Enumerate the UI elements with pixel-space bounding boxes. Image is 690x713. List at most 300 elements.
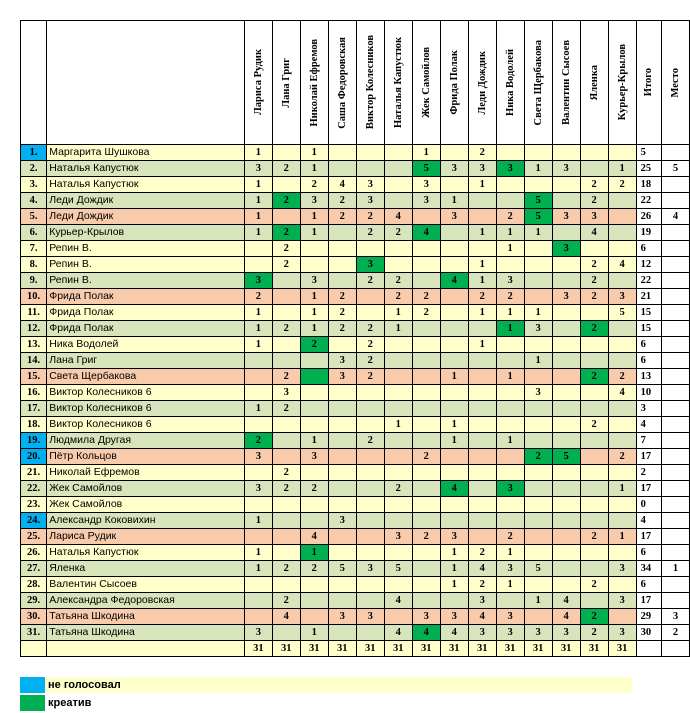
author-name: Виктор Колесников 6 — [47, 417, 245, 433]
vote-cell-creative: 2 — [300, 337, 328, 353]
vote-cell — [496, 449, 524, 465]
vote-cell — [580, 305, 608, 321]
vote-cell — [440, 321, 468, 337]
vote-cell: 1 — [496, 225, 524, 241]
row-number: 20. — [21, 449, 47, 465]
place-cell — [661, 385, 689, 401]
vote-cell — [328, 241, 356, 257]
column-header-label: Наталья Капустюк — [392, 37, 404, 128]
place-cell — [661, 481, 689, 497]
vote-cell: 3 — [300, 449, 328, 465]
vote-cell — [244, 385, 272, 401]
column-sum: 31 — [580, 641, 608, 657]
vote-cell — [440, 289, 468, 305]
vote-cell — [496, 385, 524, 401]
place-cell — [661, 193, 689, 209]
vote-cell — [356, 241, 384, 257]
vote-cell — [300, 385, 328, 401]
vote-cell-creative: 2 — [580, 609, 608, 625]
place-cell — [661, 241, 689, 257]
vote-cell — [524, 369, 552, 385]
vote-cell-creative: 3 — [552, 241, 580, 257]
vote-cell-creative: 4 — [440, 273, 468, 289]
vote-cell — [524, 289, 552, 305]
column-header — [244, 21, 272, 145]
place-cell — [661, 305, 689, 321]
vote-cell: 3 — [524, 321, 552, 337]
vote-cell-creative: 4 — [412, 625, 440, 641]
vote-cell: 2 — [412, 289, 440, 305]
vote-cell — [496, 465, 524, 481]
vote-cell: 2 — [580, 529, 608, 545]
legend-not-voted — [20, 676, 632, 694]
vote-cell: 1 — [496, 433, 524, 449]
vote-cell: 1 — [440, 193, 468, 209]
table-row — [21, 305, 690, 321]
author-name: Лана Григ — [47, 353, 245, 369]
total-cell: 2 — [636, 465, 661, 481]
vote-cell: 2 — [356, 337, 384, 353]
vote-cell: 2 — [580, 193, 608, 209]
place-cell — [661, 321, 689, 337]
vote-cell-creative: 3 — [244, 273, 272, 289]
vote-cell — [300, 465, 328, 481]
place-cell — [661, 177, 689, 193]
vote-cell — [608, 465, 636, 481]
column-sum: 31 — [524, 641, 552, 657]
vote-cell — [552, 545, 580, 561]
total-cell: 30 — [636, 625, 661, 641]
total-cell: 3 — [636, 401, 661, 417]
vote-cell — [272, 577, 300, 593]
vote-cell — [552, 497, 580, 513]
total-cell: 18 — [636, 177, 661, 193]
legend-creative-label: креатив — [48, 697, 92, 709]
vote-cell — [524, 241, 552, 257]
vote-cell — [412, 401, 440, 417]
vote-cell — [384, 465, 412, 481]
vote-cell: 1 — [496, 545, 524, 561]
vote-cell: 2 — [384, 481, 412, 497]
vote-cell — [552, 465, 580, 481]
vote-cell — [384, 177, 412, 193]
total-cell: 17 — [636, 529, 661, 545]
legend-strip — [45, 677, 632, 693]
vote-cell — [356, 385, 384, 401]
vote-cell — [300, 609, 328, 625]
column-header — [580, 21, 608, 145]
sum-empty-cell — [47, 641, 245, 657]
vote-cell: 1 — [300, 289, 328, 305]
vote-cell — [580, 497, 608, 513]
author-name: Света Щербакова — [47, 369, 245, 385]
vote-cell — [608, 353, 636, 369]
vote-cell: 3 — [552, 161, 580, 177]
vote-cell — [580, 353, 608, 369]
vote-cell: 1 — [300, 145, 328, 161]
vote-cell — [328, 497, 356, 513]
vote-cell — [328, 385, 356, 401]
sum-empty-cell — [661, 641, 689, 657]
row-number: 7. — [21, 241, 47, 257]
vote-cell — [552, 385, 580, 401]
vote-cell — [300, 577, 328, 593]
vote-cell — [440, 241, 468, 257]
vote-cell — [356, 289, 384, 305]
vote-cell: 4 — [468, 609, 496, 625]
vote-cell — [496, 417, 524, 433]
vote-cell — [356, 401, 384, 417]
vote-cell: 4 — [384, 593, 412, 609]
vote-cell — [552, 529, 580, 545]
vote-cell: 1 — [244, 513, 272, 529]
column-sum: 31 — [440, 641, 468, 657]
vote-cell — [608, 577, 636, 593]
vote-cell — [524, 337, 552, 353]
total-header — [636, 21, 661, 145]
vote-cell — [356, 305, 384, 321]
vote-cell: 5 — [524, 561, 552, 577]
vote-cell: 3 — [356, 193, 384, 209]
place-cell: 4 — [661, 209, 689, 225]
vote-cell — [552, 177, 580, 193]
total-cell: 13 — [636, 369, 661, 385]
vote-cell — [300, 257, 328, 273]
column-header-label: Валентин Сысоев — [560, 40, 572, 125]
vote-cell: 2 — [272, 401, 300, 417]
vote-cell — [608, 145, 636, 161]
column-sum: 31 — [496, 641, 524, 657]
vote-cell — [244, 577, 272, 593]
row-number: 27. — [21, 561, 47, 577]
vote-cell — [384, 193, 412, 209]
vote-cell: 1 — [244, 305, 272, 321]
vote-cell — [524, 529, 552, 545]
vote-cell — [356, 465, 384, 481]
total-cell: 6 — [636, 353, 661, 369]
total-header-label: Итого — [643, 68, 655, 97]
table-row — [21, 529, 690, 545]
total-cell: 5 — [636, 145, 661, 161]
table-row — [21, 257, 690, 273]
vote-cell: 1 — [524, 353, 552, 369]
table-row — [21, 481, 690, 497]
row-number: 10. — [21, 289, 47, 305]
header-name-cell — [47, 21, 245, 145]
vote-cell — [384, 401, 412, 417]
vote-cell — [440, 593, 468, 609]
column-header — [524, 21, 552, 145]
vote-cell — [328, 257, 356, 273]
row-number: 15. — [21, 369, 47, 385]
vote-cell — [384, 145, 412, 161]
author-name: Репин В. — [47, 273, 245, 289]
vote-cell: 2 — [580, 257, 608, 273]
vote-cell: 4 — [384, 625, 412, 641]
vote-cell — [580, 513, 608, 529]
vote-cell: 1 — [524, 593, 552, 609]
vote-cell: 2 — [412, 305, 440, 321]
place-cell — [661, 577, 689, 593]
vote-cell — [356, 625, 384, 641]
place-cell: 1 — [661, 561, 689, 577]
sum-empty-cell — [21, 641, 47, 657]
row-number: 8. — [21, 257, 47, 273]
author-name: Александра Федоровская — [47, 593, 245, 609]
column-header-label: Жек Самойлов — [420, 47, 432, 118]
author-name: Жек Самойлов — [47, 497, 245, 513]
vote-cell — [580, 481, 608, 497]
vote-cell: 1 — [440, 545, 468, 561]
vote-cell — [272, 273, 300, 289]
author-name: Яленка — [47, 561, 245, 577]
vote-cell-creative — [300, 369, 328, 385]
place-cell — [661, 337, 689, 353]
vote-cell: 3 — [356, 561, 384, 577]
vote-cell — [580, 401, 608, 417]
vote-cell: 3 — [412, 609, 440, 625]
vote-cell: 1 — [468, 337, 496, 353]
vote-cell — [356, 145, 384, 161]
vote-cell — [384, 433, 412, 449]
table-row — [21, 369, 690, 385]
vote-cell — [356, 417, 384, 433]
vote-cell — [608, 209, 636, 225]
vote-cell: 4 — [440, 625, 468, 641]
vote-cell: 2 — [580, 417, 608, 433]
vote-cell: 1 — [608, 481, 636, 497]
table-row — [21, 497, 690, 513]
place-header — [661, 21, 689, 145]
vote-cell — [328, 545, 356, 561]
vote-cell-creative: 2 — [524, 449, 552, 465]
column-header-label: Николай Ефремов — [308, 38, 320, 127]
vote-cell: 1 — [524, 305, 552, 321]
vote-cell: 2 — [356, 369, 384, 385]
vote-cell: 2 — [328, 193, 356, 209]
vote-cell: 1 — [608, 529, 636, 545]
row-number: 29. — [21, 593, 47, 609]
table-row — [21, 577, 690, 593]
table-row — [21, 337, 690, 353]
vote-cell — [412, 385, 440, 401]
vote-cell: 2 — [468, 289, 496, 305]
vote-cell: 2 — [608, 449, 636, 465]
author-name: Леди Дождик — [47, 209, 245, 225]
vote-cell — [328, 161, 356, 177]
vote-cell — [328, 433, 356, 449]
column-sum: 31 — [244, 641, 272, 657]
vote-cell — [328, 577, 356, 593]
row-number: 22. — [21, 481, 47, 497]
vote-cell: 3 — [524, 385, 552, 401]
vote-cell — [412, 209, 440, 225]
vote-cell — [272, 337, 300, 353]
total-cell: 29 — [636, 609, 661, 625]
vote-cell: 2 — [608, 369, 636, 385]
column-header-label: Саша Федоровская — [336, 36, 348, 129]
vote-cell: 2 — [272, 369, 300, 385]
vote-cell: 3 — [496, 273, 524, 289]
place-cell — [661, 465, 689, 481]
vote-cell-creative: 5 — [412, 161, 440, 177]
vote-cell — [272, 449, 300, 465]
vote-cell — [580, 561, 608, 577]
vote-cell-creative: 2 — [272, 225, 300, 241]
vote-cell — [608, 337, 636, 353]
vote-cell: 2 — [328, 305, 356, 321]
legend-creative — [20, 694, 632, 712]
vote-cell — [468, 529, 496, 545]
vote-cell — [412, 417, 440, 433]
place-cell: 3 — [661, 609, 689, 625]
vote-cell: 1 — [384, 417, 412, 433]
vote-cell: 2 — [580, 289, 608, 305]
vote-cell: 1 — [244, 209, 272, 225]
vote-cell: 4 — [552, 593, 580, 609]
vote-cell — [384, 545, 412, 561]
sum-empty-cell — [636, 641, 661, 657]
place-cell — [661, 417, 689, 433]
vote-cell — [272, 353, 300, 369]
table-row — [21, 145, 690, 161]
vote-cell: 2 — [300, 481, 328, 497]
author-name: Николай Ефремов — [47, 465, 245, 481]
vote-cell — [552, 353, 580, 369]
vote-cell: 3 — [580, 209, 608, 225]
vote-cell — [272, 177, 300, 193]
column-header-label: Света Щербакова — [532, 39, 544, 126]
author-name: Виктор Колесников 6 — [47, 385, 245, 401]
vote-cell: 3 — [552, 289, 580, 305]
vote-cell-creative: 2 — [244, 433, 272, 449]
vote-cell — [244, 465, 272, 481]
vote-cell — [272, 529, 300, 545]
vote-cell — [412, 369, 440, 385]
author-name: Валентин Сысоев — [47, 577, 245, 593]
column-header-label: Виктор Колесников — [364, 35, 376, 130]
vote-cell: 1 — [496, 577, 524, 593]
vote-cell: 1 — [244, 401, 272, 417]
vote-cell — [440, 465, 468, 481]
vote-cell — [524, 433, 552, 449]
vote-cell: 2 — [356, 273, 384, 289]
header-row — [21, 21, 690, 145]
vote-cell: 3 — [608, 593, 636, 609]
vote-cell — [384, 385, 412, 401]
column-sum: 31 — [412, 641, 440, 657]
total-cell: 10 — [636, 385, 661, 401]
vote-cell: 1 — [244, 337, 272, 353]
total-cell: 17 — [636, 593, 661, 609]
vote-cell: 1 — [244, 225, 272, 241]
vote-cell: 2 — [496, 289, 524, 305]
column-sum: 31 — [300, 641, 328, 657]
vote-cell: 2 — [496, 209, 524, 225]
vote-cell — [328, 529, 356, 545]
place-cell — [661, 401, 689, 417]
table-row — [21, 193, 690, 209]
vote-cell: 3 — [244, 161, 272, 177]
vote-cell — [552, 305, 580, 321]
vote-cell: 4 — [580, 225, 608, 241]
vote-cell-creative: 2 — [580, 369, 608, 385]
vote-cell — [244, 369, 272, 385]
vote-cell — [300, 497, 328, 513]
author-name: Жек Самойлов — [47, 481, 245, 497]
vote-cell: 3 — [328, 353, 356, 369]
author-name: Виктор Колесников 6 — [47, 401, 245, 417]
column-header — [412, 21, 440, 145]
vote-cell-creative: 3 — [356, 257, 384, 273]
vote-cell-creative: 5 — [524, 209, 552, 225]
vote-cell: 2 — [356, 433, 384, 449]
author-name: Наталья Капустюк — [47, 545, 245, 561]
vote-cell — [440, 385, 468, 401]
vote-cell — [580, 465, 608, 481]
total-cell: 17 — [636, 481, 661, 497]
column-header-label: Фрида Полак — [448, 50, 460, 115]
row-number: 23. — [21, 497, 47, 513]
vote-cell — [524, 145, 552, 161]
vote-cell — [384, 353, 412, 369]
vote-cell — [608, 545, 636, 561]
vote-cell — [356, 449, 384, 465]
total-cell: 22 — [636, 193, 661, 209]
row-number: 2. — [21, 161, 47, 177]
vote-cell: 2 — [272, 161, 300, 177]
place-cell — [661, 369, 689, 385]
vote-cell: 1 — [440, 417, 468, 433]
vote-cell: 1 — [300, 625, 328, 641]
vote-cell — [356, 545, 384, 561]
vote-cell — [272, 545, 300, 561]
vote-cell — [356, 593, 384, 609]
vote-cell: 3 — [496, 625, 524, 641]
table-row — [21, 289, 690, 305]
vote-cell: 1 — [300, 209, 328, 225]
vote-cell: 2 — [272, 465, 300, 481]
vote-cell — [272, 625, 300, 641]
vote-cell — [440, 257, 468, 273]
row-number: 19. — [21, 433, 47, 449]
vote-cell — [468, 193, 496, 209]
vote-cell — [328, 449, 356, 465]
vote-cell — [552, 369, 580, 385]
vote-cell — [468, 369, 496, 385]
vote-cell — [244, 497, 272, 513]
vote-cell — [328, 465, 356, 481]
vote-cell — [384, 609, 412, 625]
vote-cell: 5 — [328, 561, 356, 577]
total-cell: 34 — [636, 561, 661, 577]
vote-cell: 2 — [468, 577, 496, 593]
row-number: 5. — [21, 209, 47, 225]
vote-cell — [552, 433, 580, 449]
vote-cell: 3 — [244, 449, 272, 465]
table-row — [21, 353, 690, 369]
vote-cell: 3 — [552, 625, 580, 641]
vote-cell: 2 — [356, 209, 384, 225]
vote-cell: 3 — [244, 481, 272, 497]
total-cell: 15 — [636, 305, 661, 321]
vote-cell: 3 — [608, 561, 636, 577]
column-header — [468, 21, 496, 145]
vote-cell — [244, 417, 272, 433]
vote-cell: 1 — [244, 177, 272, 193]
vote-cell — [300, 241, 328, 257]
row-number: 18. — [21, 417, 47, 433]
